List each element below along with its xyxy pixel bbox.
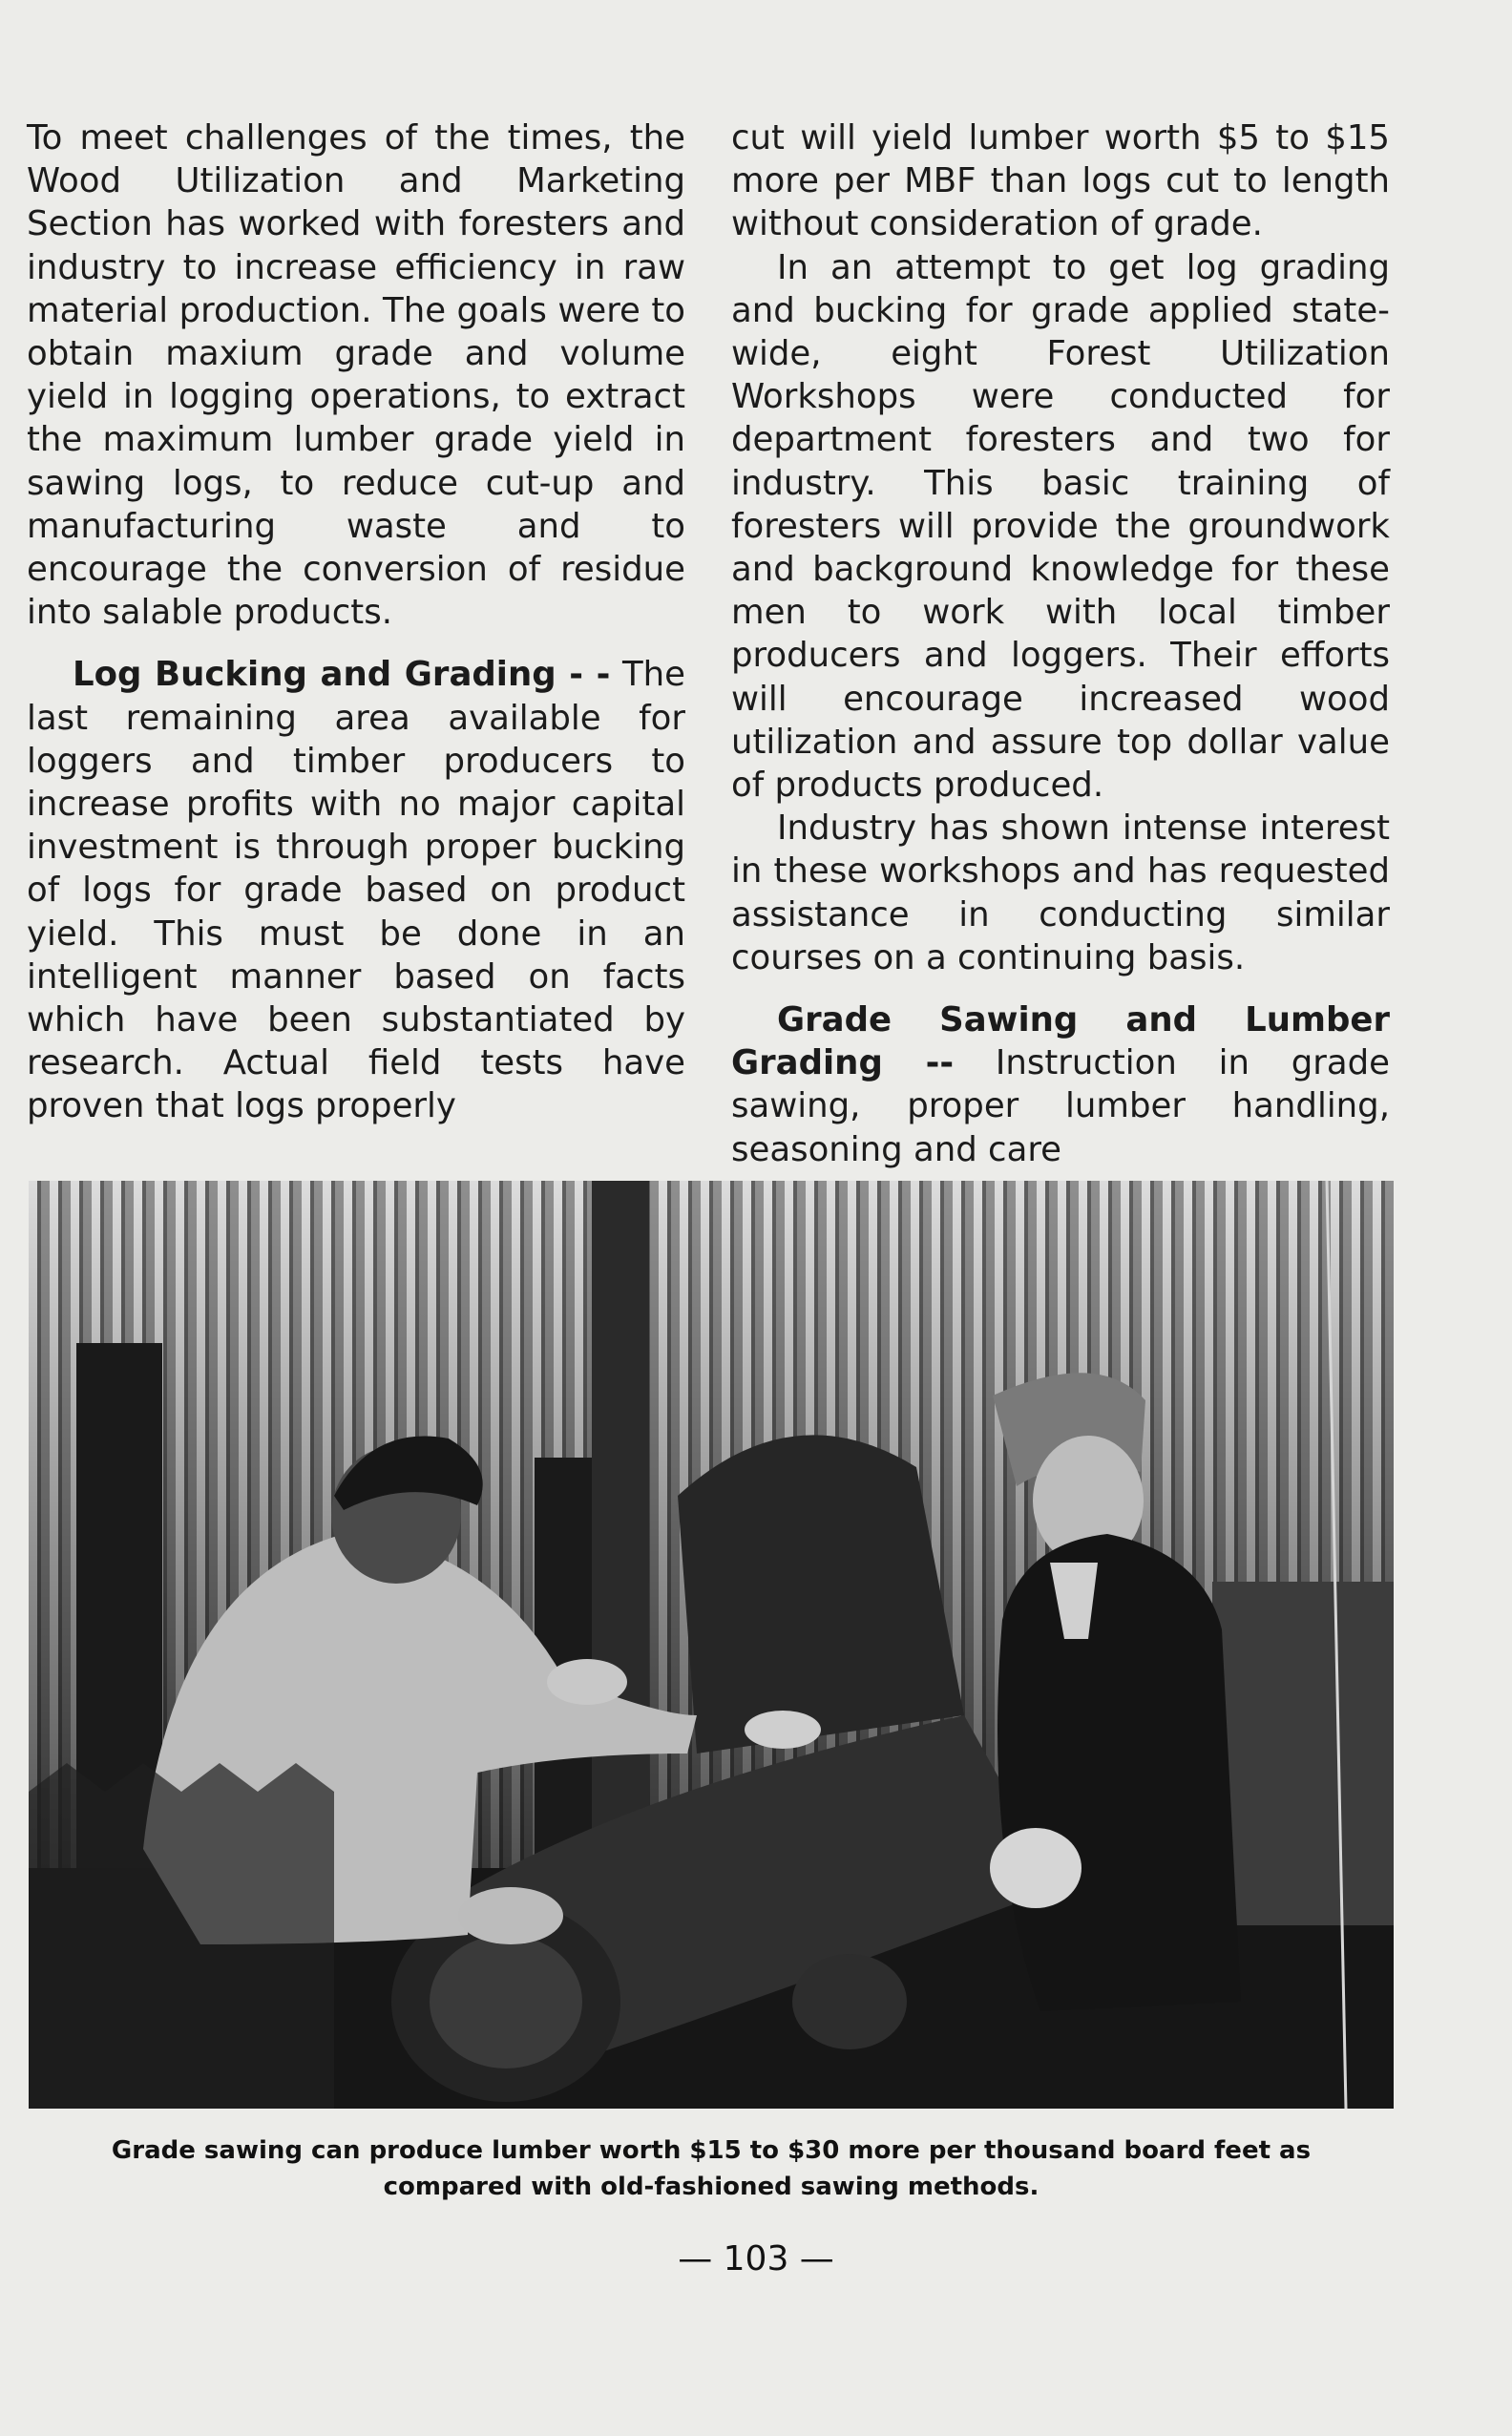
right-column (731, 116, 1390, 1171)
photograph (29, 1181, 1394, 2109)
left-column (27, 116, 685, 1128)
log-bucking-paragraph (27, 653, 685, 1127)
sawmill-photo-illustration (29, 1181, 1394, 2109)
log-bucking-heading: Log Bucking and Grading - - (73, 655, 611, 695)
grade-sawing-heading: Grade Sawing and Lumber Grading -- (731, 1000, 1390, 1083)
log-bucking-text: The last remaining area available for loggers and timber producers to increase profits with no major capital investment is through proper bucking of logs for grade based on product yield. This must be done in an intelligent manner based on facts which have been substantiated by research. Actual field tests have proven that logs properly (27, 655, 685, 1126)
intro-paragraph: To meet challenges of the times, the Wood Utilization and Marketing Section has worked with foresters and industry to increase efficiency in raw material production. The goals were to obtain maxium grade and volume yield in logging operations, to extract the maximum lumber grade yield in sawing logs, to reduce cut-up and manufacturing waste and to encourage the conversion of residue into salable products. (27, 118, 685, 633)
grade-sawing-paragraph (731, 998, 1390, 1171)
grade-sawing-text: Instruction in grade sawing, proper lumber handling, seasoning and care (731, 1043, 1390, 1169)
workshops-paragraph: In an attempt to get log grading and bucking for grade applied state-wide, eight Forest Utilization Workshops were conducted for department foresters and two for industry. This basic training of foresters will provide the groundwork and background knowledge for these men to work with local timber producers and loggers. Their efforts will encourage increased wood utilization and assure top dollar value of products produced. (731, 247, 1390, 806)
photo-caption: Grade sawing can produce lumber worth $15 to $30 more per thousand board feet as compared with old-fashioned sawing methods. (111, 2136, 1312, 2201)
industry-paragraph: Industry has shown intense interest in these workshops and has requested assistance in conducting similar courses on a continuing basis. (731, 808, 1390, 977)
continuation-paragraph: cut will yield lumber worth $5 to $15 more per MBF than logs cut to length without consideration of grade. (731, 118, 1390, 244)
page-number: — 103 — (678, 2239, 834, 2278)
